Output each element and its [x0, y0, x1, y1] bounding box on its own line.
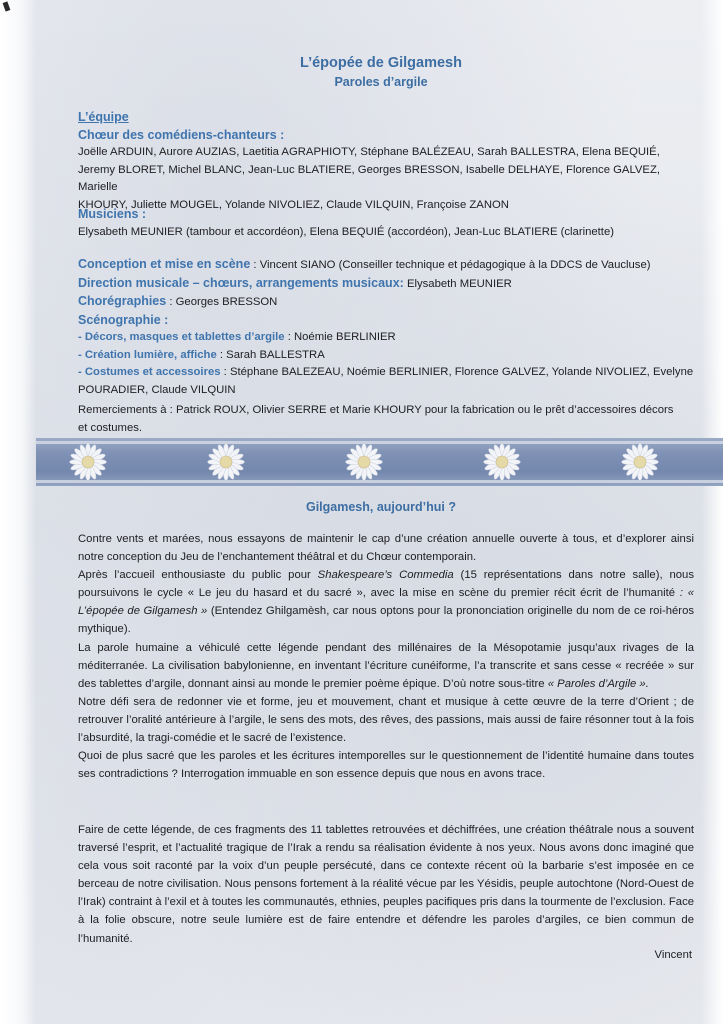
scan-margin-left [0, 0, 36, 1024]
essay-p2-a: Après l’accueil enthousiaste du public pour [78, 569, 318, 582]
conception-row [78, 256, 694, 275]
costume-label: - Costumes et accessoires [78, 366, 221, 378]
direction-row [78, 275, 694, 294]
daisy-rosette-icon [344, 442, 384, 482]
signature: Vincent [654, 949, 692, 961]
light-value: : Sarah BALLESTRA [216, 348, 325, 361]
document-subtitle: Paroles d’argile [334, 75, 428, 89]
musicians-text: Elysabeth MEUNIER (tambour et accordéon), Elena BEQUIÉ (accordéon), Jean-Luc BLATIERE (clarinette) [78, 225, 614, 238]
choreo-label: Chorégraphies [78, 294, 167, 308]
essay-body-2 [78, 821, 694, 948]
direction-value: Elysabeth MEUNIER [403, 277, 512, 290]
choir-line-1: Joëlle ARDUIN, Aurore AUZIAS, Laetitia AGRAPHIOTY, Stéphane BALÉZEAU, Sarah BALLESTRA, Elena BEQUIÉ, [78, 146, 660, 158]
thanks-line-2: et costumes. [78, 421, 143, 434]
choreo-value: : Georges BRESSON [166, 296, 278, 308]
daisy-rosette-icon [482, 442, 522, 482]
decor-label: - Décors, masques et tablettes d’argile [78, 331, 285, 343]
choir-line-2: Jeremy BLORET, Michel BLANC, Jean-Luc BLATIERE, Georges BRESSON, Isabelle DELHAYE, Florence GALVEZ, Marielle [78, 163, 661, 193]
conception-label: Conception et mise en scène [78, 257, 251, 271]
sceno-heading: Scénographie : [78, 312, 169, 327]
essay-paragraph-6: Faire de cette légende, de ces fragments des 11 tablettes retrouvées et déchiffrées, une création théâtrale nous a souvent traversé l’esprit, et l’actualité tragique de l’Irak a rendu sa réalisation évidente à nos yeux. Nous avons donc imaginé que cela vous soit raconté par la voix d’un peuple persécuté, dans ce contexte récent où la barbarie s’est imposée en ce berceau de notre civilisation. Nous pensons fortement à la réalité vécue par les Yésidis, peuple autochtone (Nord-Ouest de l’Irak) contraint à l’exil et à toutes les communautés, ethnies, peuples pacifiques pris dans la tourmente de l’exclusion. Face à la folie obscure, notre seule lumière est de faire entendre et défendre les paroles d’argiles, ce bien commun de l’humanité. [78, 824, 695, 945]
musicians-section [78, 206, 694, 241]
daisy-rosette-icon [68, 442, 108, 482]
essay-paragraph-3 [78, 639, 694, 693]
decor-row [78, 329, 694, 347]
thanks-section [78, 402, 694, 437]
daisy-rosette-icon [206, 442, 246, 482]
essay-p2-c: (Entendez Ghilgamèsh, car nous optons pour la prononciation originelle du nom de ce roi-héros mythique). [78, 605, 694, 636]
costume-row [78, 364, 694, 382]
costume-value: : Stéphane BALEZEAU, Noémie BERLINIER, Florence GALVEZ, Yolande NIVOLIEZ, Evelyne [220, 366, 694, 378]
essay-paragraph-1: Contre vents et marées, nous essayons de maintenir le cap d’une création annuelle ouverte à tous, et d’explorer ainsi notre conception du Jeu de l’enchantement théâtral et du Chœur contemporain. [78, 533, 694, 564]
team-section-title: L’équipe [78, 110, 129, 124]
essay-paragraph-2 [78, 566, 694, 638]
choir-heading: Chœur des comédiens-chanteurs : [78, 127, 285, 142]
light-row [78, 347, 694, 365]
essay-p3-a: La parole humaine a véhiculé cette légende pendant des millénaires de la Mésopotamie jusqu’aux rivages de la méditerranée. La civilisation babylonienne, en inventant l’écriture cunéiforme, l’a transcrite et sans cesse « recréée » sur des tablettes d’argile, donnant ainsi au monde le premier poème épique. D’où notre sous-titre [78, 641, 694, 690]
document-title: L’épopée de Gilgamesh [300, 55, 462, 71]
costume-row-2: POURADIER, Claude VILQUIN [78, 383, 236, 396]
babylonian-frieze-banner [36, 438, 723, 486]
direction-label: Direction musicale – chœurs, arrangements musicaux: [78, 275, 404, 290]
daisy-rosette-icon [620, 442, 660, 482]
essay-body [78, 530, 694, 783]
light-label: - Création lumière, affiche [78, 348, 217, 361]
essay-p2-b: (15 représentations dans notre salle), nous poursuivons le cycle « Le jeu du hasard et du sacré », avec la mise en scène du premier récit écrit de l’humanité [78, 569, 694, 600]
team-section [78, 109, 694, 214]
essay-p2-italic-1: Shakespeare’s Commedia [317, 569, 454, 582]
credits-section [78, 256, 694, 399]
choir-line-3: KHOURY, Juliette MOUGEL, Yolande NIVOLIEZ, Claude VILQUIN, Françoise ZANON [78, 198, 509, 211]
essay-paragraph-5: Quoi de plus sacré que les paroles et les écritures intemporelles sur le questionnement de l’identité humaine dans toutes ses contradictions ? Interrogation immuable en son essence depuis que nous en avons trace. [78, 750, 694, 781]
thanks-line-1: Remerciements à : Patrick ROUX, Olivier SERRE et Marie KHOURY pour la fabrication ou le prêt d’accessoires décors [78, 404, 674, 416]
essay-p2-italic-2: : « L’épopée de Gilgamesh » [78, 587, 695, 618]
essay-p3-italic: « Paroles d’Argile ». [547, 677, 649, 690]
conception-value: : Vincent SIANO (Conseiller technique et pédagogique à la DDCS de Vaucluse) [250, 259, 651, 271]
choreo-row [78, 293, 694, 312]
decor-value: : Noémie BERLINIER [284, 331, 396, 343]
musicians-heading: Musiciens : [78, 207, 147, 221]
essay-title: Gilgamesh, aujourd’hui ? [305, 500, 456, 514]
essay-paragraph-4: Notre défi sera de redonner vie et forme, jeu et mouvement, chant et musique à cette œuvre de la terre d’Orient ; de retrouver l’oralité antérieure à l’argile, le sens des mots, des rêves, des passions, mais aussi de faire résonner tout à la fois l’absurdité, la tragi-comédie et le sacré de l’existence. [78, 695, 694, 745]
